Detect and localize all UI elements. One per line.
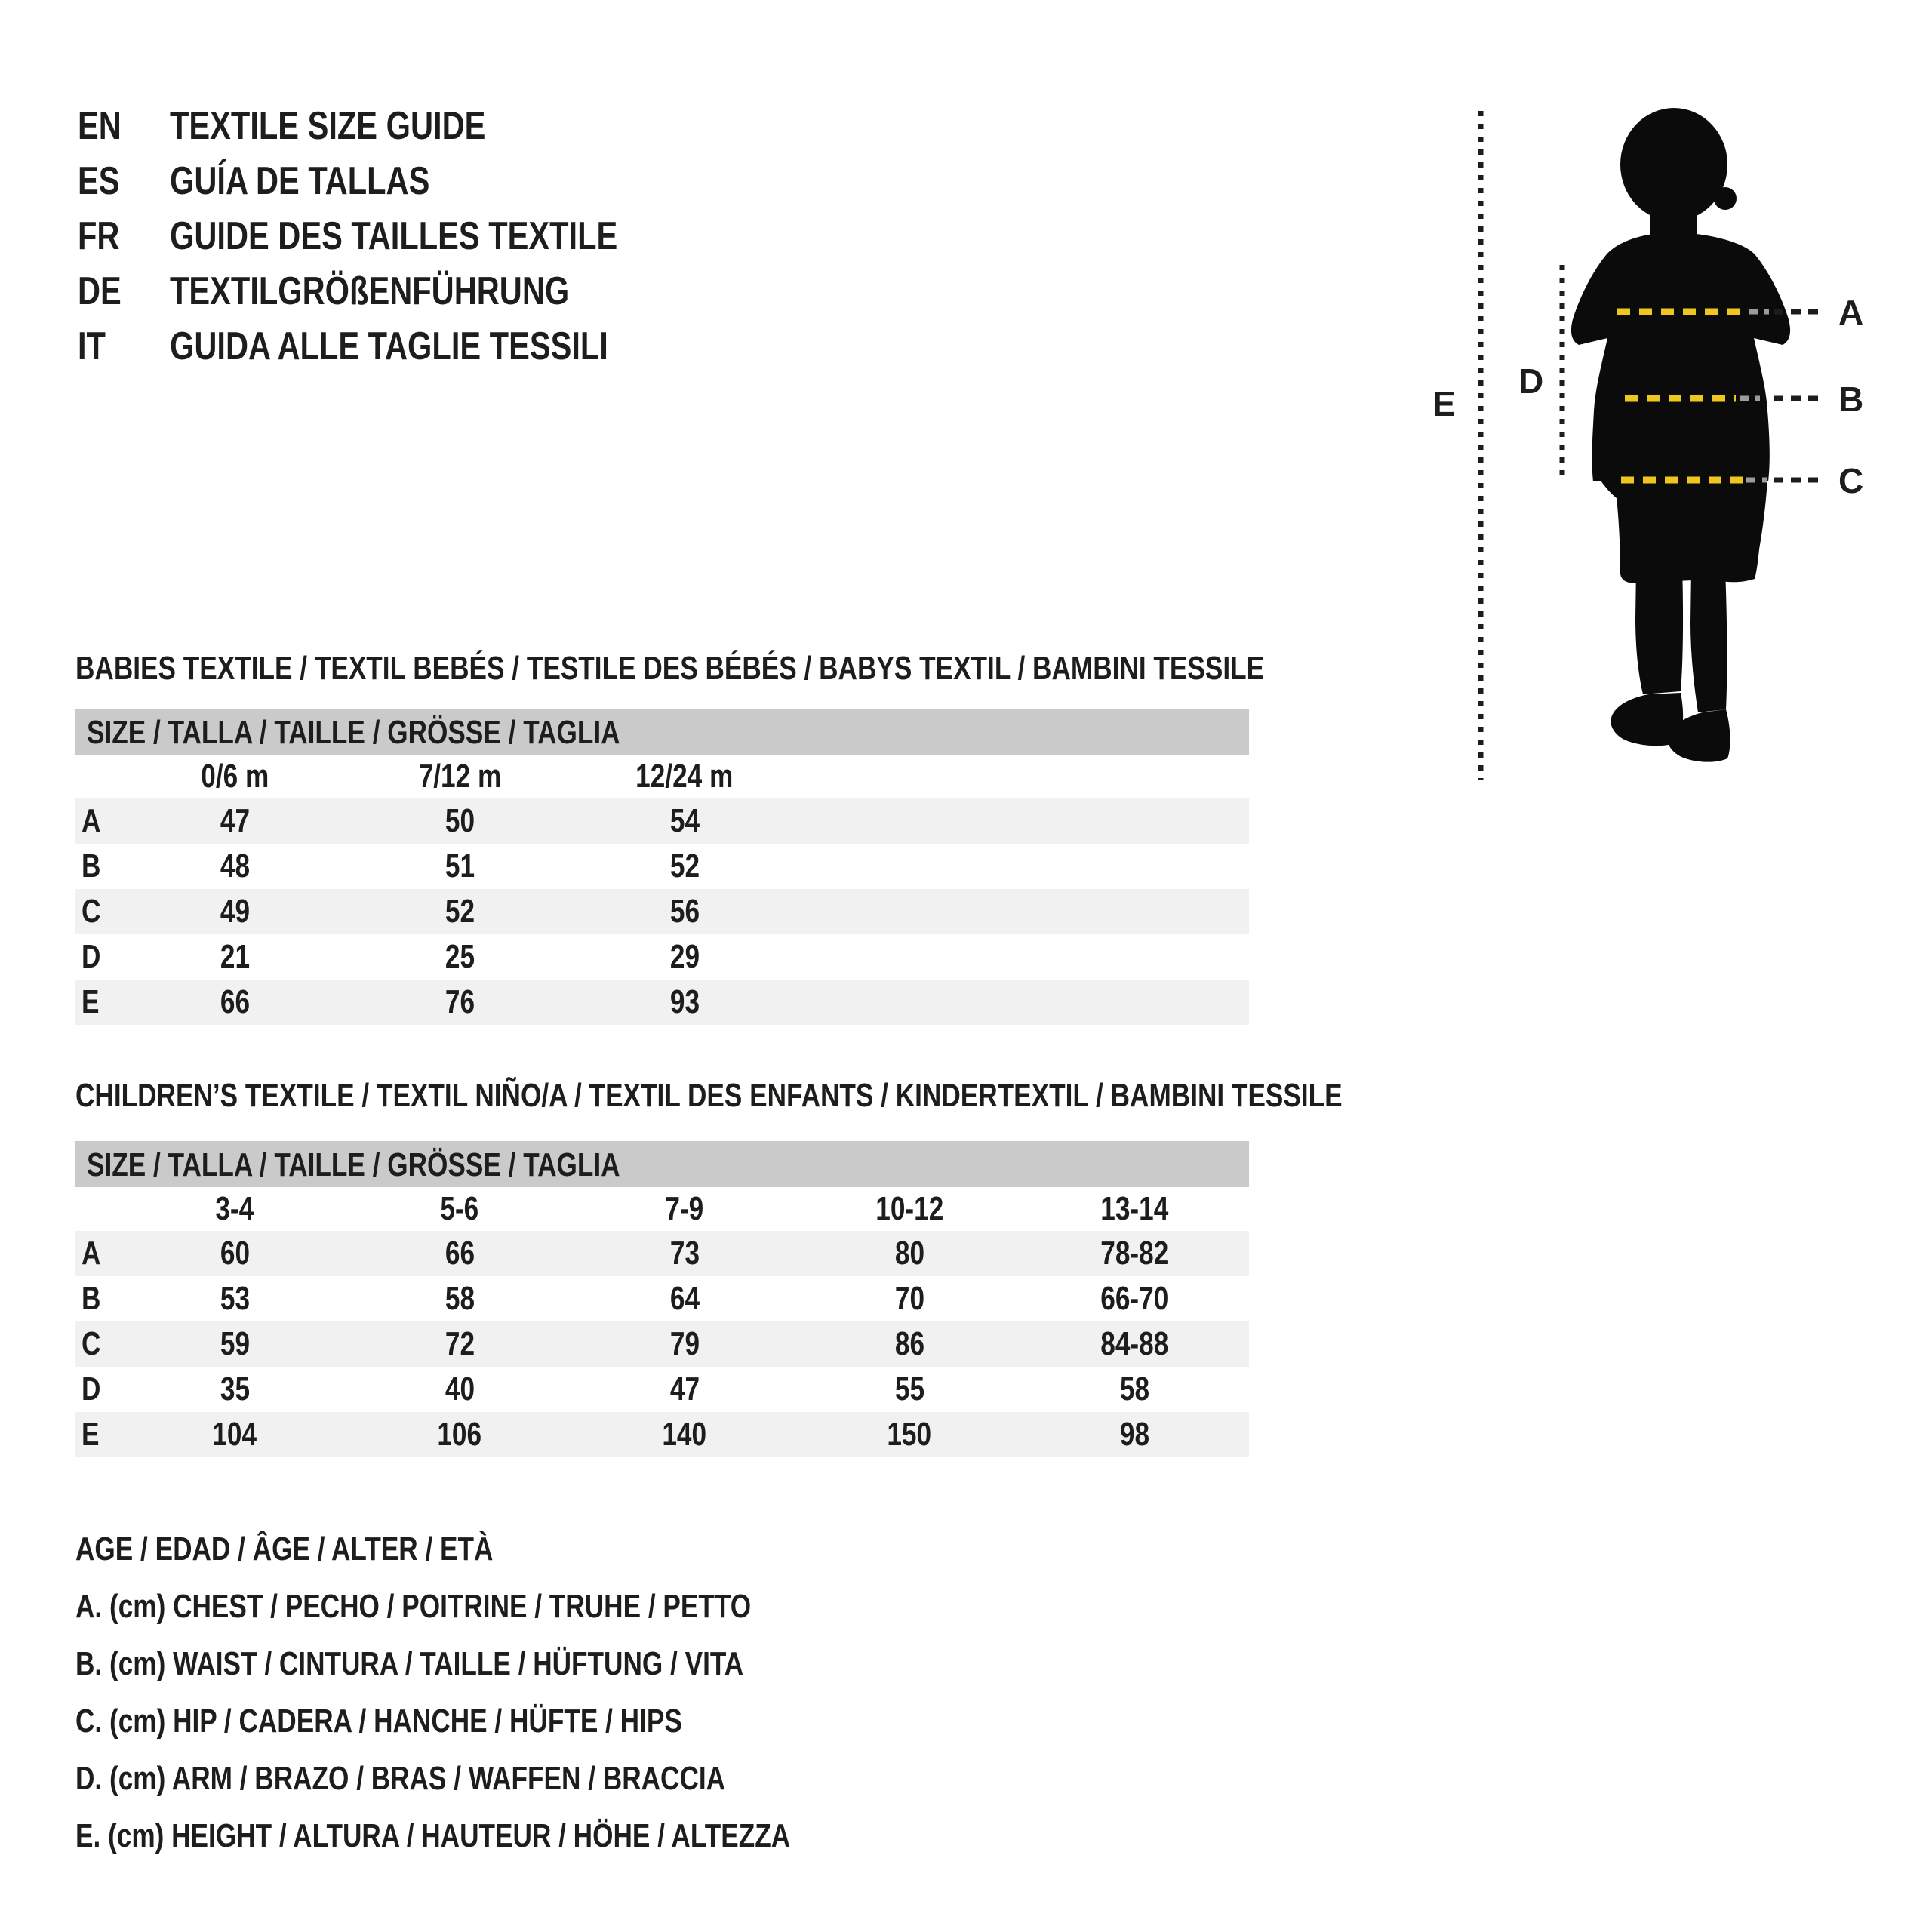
language-row-es xyxy=(78,153,730,208)
cell: 56 xyxy=(669,893,700,930)
table-row xyxy=(75,844,1249,889)
cell: 60 xyxy=(220,1235,250,1272)
cell: 150 xyxy=(887,1416,932,1453)
row-label: C xyxy=(82,893,101,930)
cell: 21 xyxy=(220,938,250,975)
cell: 106 xyxy=(437,1416,482,1453)
cell: 78-82 xyxy=(1100,1235,1169,1272)
cell: 50 xyxy=(445,802,475,839)
cell: 47 xyxy=(669,1371,700,1407)
language-code: ES xyxy=(78,158,120,203)
cell: 104 xyxy=(212,1416,257,1453)
cell: 53 xyxy=(220,1280,250,1317)
row-label: C xyxy=(82,1325,101,1362)
language-code: FR xyxy=(78,214,120,258)
cell: 72 xyxy=(445,1325,475,1362)
column-header: 10-12 xyxy=(875,1190,944,1227)
column-header: 13-14 xyxy=(1100,1190,1169,1227)
language-row-en xyxy=(78,98,730,153)
table-header-bar: SIZE / TALLA / TAILLE / GRÖSSE / TAGLIA xyxy=(75,1141,1249,1187)
cell: 48 xyxy=(220,848,250,884)
cell: 70 xyxy=(894,1280,924,1317)
column-header-row xyxy=(75,755,1249,798)
legend-waist: B. (cm) WAIST / CINTURA / TAILLE / HÜFTUNG / VITA xyxy=(75,1645,744,1682)
cell: 76 xyxy=(445,983,475,1020)
children-size-table xyxy=(75,1141,1249,1457)
row-label: A xyxy=(82,802,101,839)
table-row xyxy=(75,1412,1249,1457)
table-row xyxy=(75,1231,1249,1276)
cell: 93 xyxy=(669,983,700,1020)
legend-age: AGE / EDAD / ÂGE / ALTER / ETÀ xyxy=(75,1531,494,1567)
table-row xyxy=(75,1367,1249,1412)
table-row xyxy=(75,1276,1249,1321)
cell: 47 xyxy=(220,802,250,839)
row-label: A xyxy=(82,1235,101,1272)
cell: 49 xyxy=(220,893,250,930)
cell: 29 xyxy=(669,938,700,975)
column-header: 3-4 xyxy=(215,1190,254,1227)
language-code: EN xyxy=(78,103,122,148)
cell: 66 xyxy=(220,983,250,1020)
cell: 55 xyxy=(894,1371,924,1407)
cell: 51 xyxy=(445,848,475,884)
row-label: E xyxy=(82,983,100,1020)
guide-title: TEXTILE SIZE GUIDE xyxy=(170,103,486,148)
cell: 40 xyxy=(445,1371,475,1407)
guide-title: GUIDE DES TAILLES TEXTILE xyxy=(170,214,618,258)
legend-chest: A. (cm) CHEST / PECHO / POITRINE / TRUHE / PETTO xyxy=(75,1588,752,1625)
table-row xyxy=(75,1321,1249,1367)
language-row-fr xyxy=(78,208,730,263)
column-header: 12/24 m xyxy=(635,758,734,795)
column-header: 0/6 m xyxy=(200,758,269,795)
cell: 35 xyxy=(220,1371,250,1407)
cell: 80 xyxy=(894,1235,924,1272)
language-code: IT xyxy=(78,324,106,368)
cell: 98 xyxy=(1119,1416,1149,1453)
table-row xyxy=(75,798,1249,844)
cell: 66-70 xyxy=(1100,1280,1169,1317)
language-row-de xyxy=(78,263,730,318)
measurement-legend xyxy=(75,1521,969,1865)
cell: 66 xyxy=(445,1235,475,1272)
cell: 86 xyxy=(894,1325,924,1362)
babies-section-title: BABIES TEXTILE / TEXTIL BEBÉS / TESTILE DES BÉBÉS / BABYS TEXTIL / BAMBINI TESSILE xyxy=(75,650,1265,687)
cell: 25 xyxy=(445,938,475,975)
cell: 54 xyxy=(669,802,700,839)
cell: 52 xyxy=(669,848,700,884)
label-b: B xyxy=(1838,380,1864,419)
cell: 58 xyxy=(1119,1371,1149,1407)
row-label: D xyxy=(82,938,101,975)
child-silhouette-figure xyxy=(1419,45,1932,815)
babies-size-table xyxy=(75,709,1249,1025)
guide-title: GUÍA DE TALLAS xyxy=(170,158,430,203)
guide-title: GUIDA ALLE TAGLIE TESSILI xyxy=(170,324,608,368)
cell: 73 xyxy=(669,1235,700,1272)
column-header: 5-6 xyxy=(440,1190,479,1227)
row-label: D xyxy=(82,1371,101,1407)
legend-hip: C. (cm) HIP / CADERA / HANCHE / HÜFTE / HIPS xyxy=(75,1703,682,1740)
cell: 79 xyxy=(669,1325,700,1362)
row-label: B xyxy=(82,1280,101,1317)
legend-height: E. (cm) HEIGHT / ALTURA / HAUTEUR / HÖHE / ALTEZZA xyxy=(75,1817,791,1854)
cell: 64 xyxy=(669,1280,700,1317)
cell: 52 xyxy=(445,893,475,930)
column-header: 7-9 xyxy=(665,1190,704,1227)
language-row-it xyxy=(78,318,730,374)
label-d: D xyxy=(1518,361,1544,401)
cell: 59 xyxy=(220,1325,250,1362)
table-row xyxy=(75,934,1249,980)
label-a: A xyxy=(1838,293,1864,332)
cell: 84-88 xyxy=(1100,1325,1169,1362)
child-silhouette xyxy=(1571,108,1790,762)
table-row xyxy=(75,889,1249,934)
table-row xyxy=(75,980,1249,1025)
cell: 140 xyxy=(662,1416,707,1453)
cell: 58 xyxy=(445,1280,475,1317)
row-label: E xyxy=(82,1416,100,1453)
guide-title: TEXTILGRÖßENFÜHRUNG xyxy=(170,269,570,313)
children-section-title: CHILDREN’S TEXTILE / TEXTIL NIÑO/A / TEXTIL DES ENFANTS / KINDERTEXTIL / BAMBINI TESSILE xyxy=(75,1077,1343,1114)
label-c: C xyxy=(1838,461,1864,500)
column-header: 7/12 m xyxy=(418,758,501,795)
language-title-block xyxy=(78,98,730,374)
table-header-bar: SIZE / TALLA / TAILLE / GRÖSSE / TAGLIA xyxy=(75,709,1249,755)
language-code: DE xyxy=(78,269,122,313)
legend-arm: D. (cm) ARM / BRAZO / BRAS / WAFFEN / BRACCIA xyxy=(75,1760,726,1797)
row-label: B xyxy=(82,848,101,884)
column-header-row xyxy=(75,1187,1249,1231)
label-e: E xyxy=(1432,384,1456,423)
